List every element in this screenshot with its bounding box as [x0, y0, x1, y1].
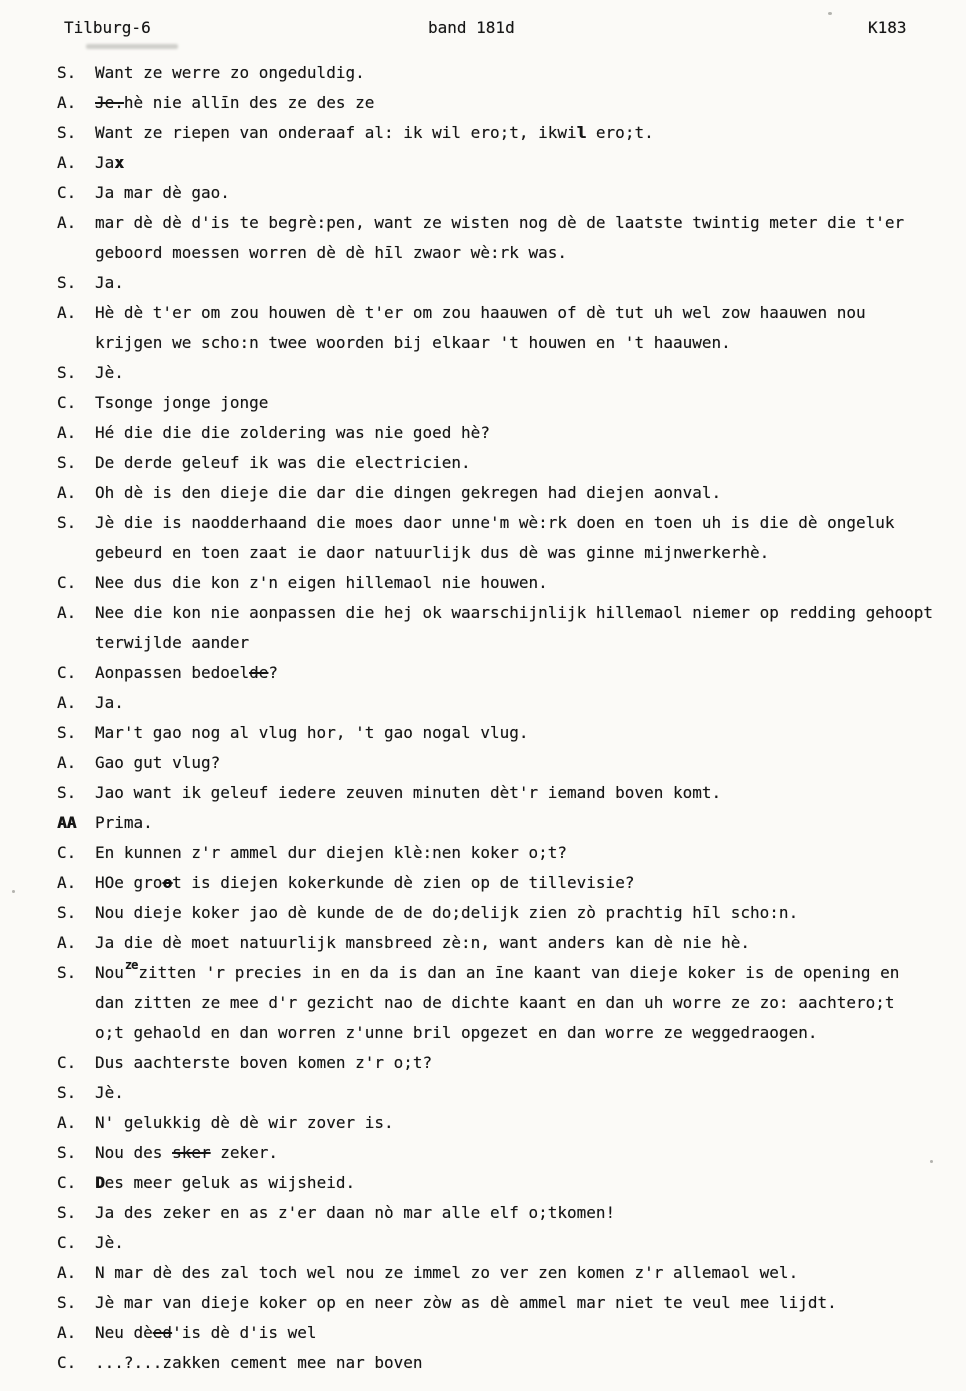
utterance-text: o;t gehaold en dan worren z'unne bril opgezet en dan worre ze weggedraogen. — [95, 1023, 818, 1042]
band-label: band 181d — [428, 18, 515, 37]
speaker-label: A. — [57, 1113, 77, 1132]
speaker-label: AA — [57, 813, 77, 832]
utterance-text: terwijlde aander — [95, 633, 250, 652]
utterance-text: mar dè dè d'is te begrè:pen, want ze wisten nog dè de laatste twintig meter die t'er — [95, 213, 905, 232]
transcript-line — [0, 208, 966, 238]
speaker-label: A. — [57, 873, 77, 892]
speaker-label: A. — [57, 933, 77, 952]
speaker-label: S. — [57, 123, 77, 142]
speaker-label: A. — [57, 93, 77, 112]
utterance-text: hè nie allīn des ze des ze — [123, 93, 375, 112]
utterance-text: Aonpassen bedoel — [95, 663, 250, 682]
speaker-label: A. — [57, 303, 77, 322]
transcript-line — [0, 598, 966, 628]
speaker-label: S. — [57, 963, 77, 982]
utterance-text: Jè. — [95, 1233, 124, 1252]
transcript-line-continuation — [0, 628, 966, 658]
utterance-text: krijgen we scho:n twee woorden bij elkaar 't houwen en 't haauwen. — [95, 333, 731, 352]
speaker-label: C. — [57, 663, 77, 682]
transcript-line — [0, 388, 966, 418]
speaker-label: C. — [57, 1233, 77, 1252]
utterance-text: Ja. — [95, 693, 124, 712]
speaker-label: A. — [57, 693, 77, 712]
utterance-text: dan zitten ze mee d'r gezicht nao de dichte kaant en dan uh worre ze zo: aachtero;t — [95, 993, 895, 1012]
utterance-text: Ja — [95, 153, 115, 172]
utterance-text: ze — [124, 958, 138, 972]
transcript-line — [0, 1228, 966, 1258]
utterance-text: De derde geleuf ik was die electricien. — [95, 453, 471, 472]
utterance-text: Dus aachterste boven komen z'r o;t? — [95, 1053, 433, 1072]
utterance-text: zitten 'r precies in en da is dan an īne kaant van dieje koker is de opening en — [138, 963, 900, 982]
utterance-text: zeker. — [210, 1143, 279, 1162]
speaker-label: S. — [57, 273, 77, 292]
utterance-text: sker — [172, 1143, 211, 1162]
transcript-line — [0, 1318, 966, 1348]
utterance-text: Jè. — [95, 363, 124, 382]
utterance-text: t is diejen kokerkunde dè zien op de tillevisie? — [172, 873, 635, 892]
utterance-text: geboord moessen worren dè dè hīl zwaor wè:rk was. — [95, 243, 568, 262]
transcript-line-continuation — [0, 988, 966, 1018]
transcript-line — [0, 808, 966, 838]
utterance-text: Jao want ik geleuf iedere zeuven minuten dèt'r iemand boven komt. — [95, 783, 722, 802]
transcript-line — [0, 358, 966, 388]
transcript-line — [0, 268, 966, 298]
utterance-text: de — [249, 663, 269, 682]
speaker-label: A. — [57, 753, 77, 772]
transcript-line — [0, 178, 966, 208]
page-code: K183 — [868, 18, 907, 37]
transcript-line — [0, 1288, 966, 1318]
utterance-text: Jè die is naodderhaand die moes daor unne'm wè:rk doen en toen uh is die dè ongeluk — [95, 513, 895, 532]
transcript-line — [0, 958, 966, 988]
utterance-text: Nou dieje koker jao dè kunde de de do;delijk zien zò prachtig hīl scho:n. — [95, 903, 799, 922]
utterance-text: Hé die die die zoldering was nie goed hè? — [95, 423, 490, 442]
utterance-text: N' gelukkig dè dè wir zover is. — [95, 1113, 394, 1132]
utterance-text: Mar't gao nog al vlug hor, 't gao nogal vlug. — [95, 723, 529, 742]
speaker-label: C. — [57, 573, 77, 592]
utterance-text: Je. — [95, 93, 124, 112]
transcript-line — [0, 928, 966, 958]
utterance-text: Oh dè is den dieje die dar die dingen gekregen had diejen aonval. — [95, 483, 722, 502]
speaker-label: C. — [57, 1353, 77, 1372]
transcript-line — [0, 1138, 966, 1168]
transcript-line — [0, 868, 966, 898]
scan-speckle — [828, 12, 832, 15]
transcript-line — [0, 838, 966, 868]
transcript-line — [0, 148, 966, 178]
utterance-text: 'is dè d'is wel — [172, 1323, 317, 1342]
utterance-text: gebeurd en toen zaat ie daor natuurlijk dus dè was ginne mijnwerkerhè. — [95, 543, 770, 562]
transcript-line-continuation — [0, 1018, 966, 1048]
transcript-line — [0, 658, 966, 688]
transcript-line — [0, 778, 966, 808]
transcript-line-continuation — [0, 328, 966, 358]
speaker-label: A. — [57, 423, 77, 442]
utterance-text: N mar dè des zal toch wel nou ze immel zo ver zen komen z'r allemaol wel. — [95, 1263, 799, 1282]
speaker-label: S. — [57, 903, 77, 922]
transcript-line — [0, 418, 966, 448]
utterance-text: ed — [152, 1323, 173, 1342]
speaker-label: S. — [57, 1083, 77, 1102]
utterance-text: Prima. — [95, 813, 153, 832]
utterance-text: Gao gut vlug? — [95, 753, 221, 772]
speaker-label: A. — [57, 1263, 77, 1282]
utterance-text: Ja. — [95, 273, 124, 292]
speaker-label: S. — [57, 453, 77, 472]
speaker-label: A. — [57, 483, 77, 502]
utterance-text: Want ze werre zo ongeduldig. — [95, 63, 365, 82]
speaker-label: A. — [57, 213, 77, 232]
transcript-line — [0, 1168, 966, 1198]
transcript-line — [0, 508, 966, 538]
utterance-text: Nee die kon nie aonpassen die hej ok waarschijnlijk hillemaol niemer op redding gehoopt — [95, 603, 934, 622]
utterance-text: ero;t. — [586, 123, 654, 142]
speaker-label: C. — [57, 843, 77, 862]
speaker-label: C. — [57, 1053, 77, 1072]
utterance-text: Nou — [95, 963, 124, 982]
speaker-label: S. — [57, 783, 77, 802]
utterance-text: o — [162, 873, 173, 892]
speaker-label: S. — [57, 363, 77, 382]
transcript-line — [0, 58, 966, 88]
transcript-line — [0, 1048, 966, 1078]
utterance-text: Neu dè — [95, 1323, 153, 1342]
speaker-label: S. — [57, 1143, 77, 1162]
transcript-line — [0, 1108, 966, 1138]
utterance-text: Want ze riepen van onderaaf al: ik wil ero;t, ikwi — [95, 123, 577, 142]
utterance-text: Hè dè t'er om zou houwen dè t'er om zou haauwen of dè tut uh wel zow haauwen nou — [95, 303, 866, 322]
utterance-text: En kunnen z'r ammel dur diejen klè:nen koker o;t? — [95, 843, 568, 862]
transcript-line — [0, 118, 966, 148]
transcript-line — [0, 748, 966, 778]
transcript-line — [0, 1348, 966, 1378]
utterance-text: Ja mar dè gao. — [95, 183, 230, 202]
transcript-line — [0, 1078, 966, 1108]
transcript-line — [0, 688, 966, 718]
transcript-line — [0, 1198, 966, 1228]
utterance-text: es meer geluk as wijsheid. — [104, 1173, 356, 1192]
utterance-text: x — [114, 153, 124, 172]
speaker-label: C. — [57, 393, 77, 412]
utterance-text: ...?...zakken cement mee nar boven — [95, 1353, 423, 1372]
transcript-line — [0, 1258, 966, 1288]
transcript-line — [0, 898, 966, 928]
document-title: Tilburg-6 — [64, 18, 151, 37]
utterance-text: Jè. — [95, 1083, 124, 1102]
speaker-label: S. — [57, 1203, 77, 1222]
utterance-text: D — [95, 1173, 105, 1192]
speaker-label: A. — [57, 153, 77, 172]
transcript-line — [0, 568, 966, 598]
speaker-label: C. — [57, 183, 77, 202]
transcript-line — [0, 718, 966, 748]
utterance-text: Ja des zeker en as z'er daan nò mar alle elf o;tkomen! — [95, 1203, 616, 1222]
transcript-body — [0, 58, 966, 1378]
utterance-text: l — [576, 123, 587, 142]
ink-smudge — [86, 44, 178, 49]
speaker-label: S. — [57, 723, 77, 742]
transcript-line — [0, 448, 966, 478]
transcript-line — [0, 298, 966, 328]
utterance-text: Jè mar van dieje koker op en neer zòw as dè ammel mar niet te veul mee lijdt. — [95, 1293, 837, 1312]
speaker-label: S. — [57, 1293, 77, 1312]
speaker-label: C. — [57, 1173, 77, 1192]
utterance-text: Nee dus die kon z'n eigen hillemaol nie houwen. — [95, 573, 548, 592]
transcript-line-continuation — [0, 238, 966, 268]
utterance-text: Ja die dè moet natuurlijk mansbreed zè:n, want anders kan dè nie hè. — [95, 933, 751, 952]
utterance-text: Nou des — [95, 1143, 173, 1162]
utterance-text: HOe gro — [95, 873, 163, 892]
speaker-label: S. — [57, 63, 77, 82]
utterance-text: ? — [268, 663, 279, 682]
speaker-label: A. — [57, 603, 77, 622]
transcript-line — [0, 478, 966, 508]
transcript-line — [0, 88, 966, 118]
speaker-label: A. — [57, 1323, 77, 1342]
utterance-text: Tsonge jonge jonge — [95, 393, 269, 412]
speaker-label: S. — [57, 513, 77, 532]
transcript-line-continuation — [0, 538, 966, 568]
